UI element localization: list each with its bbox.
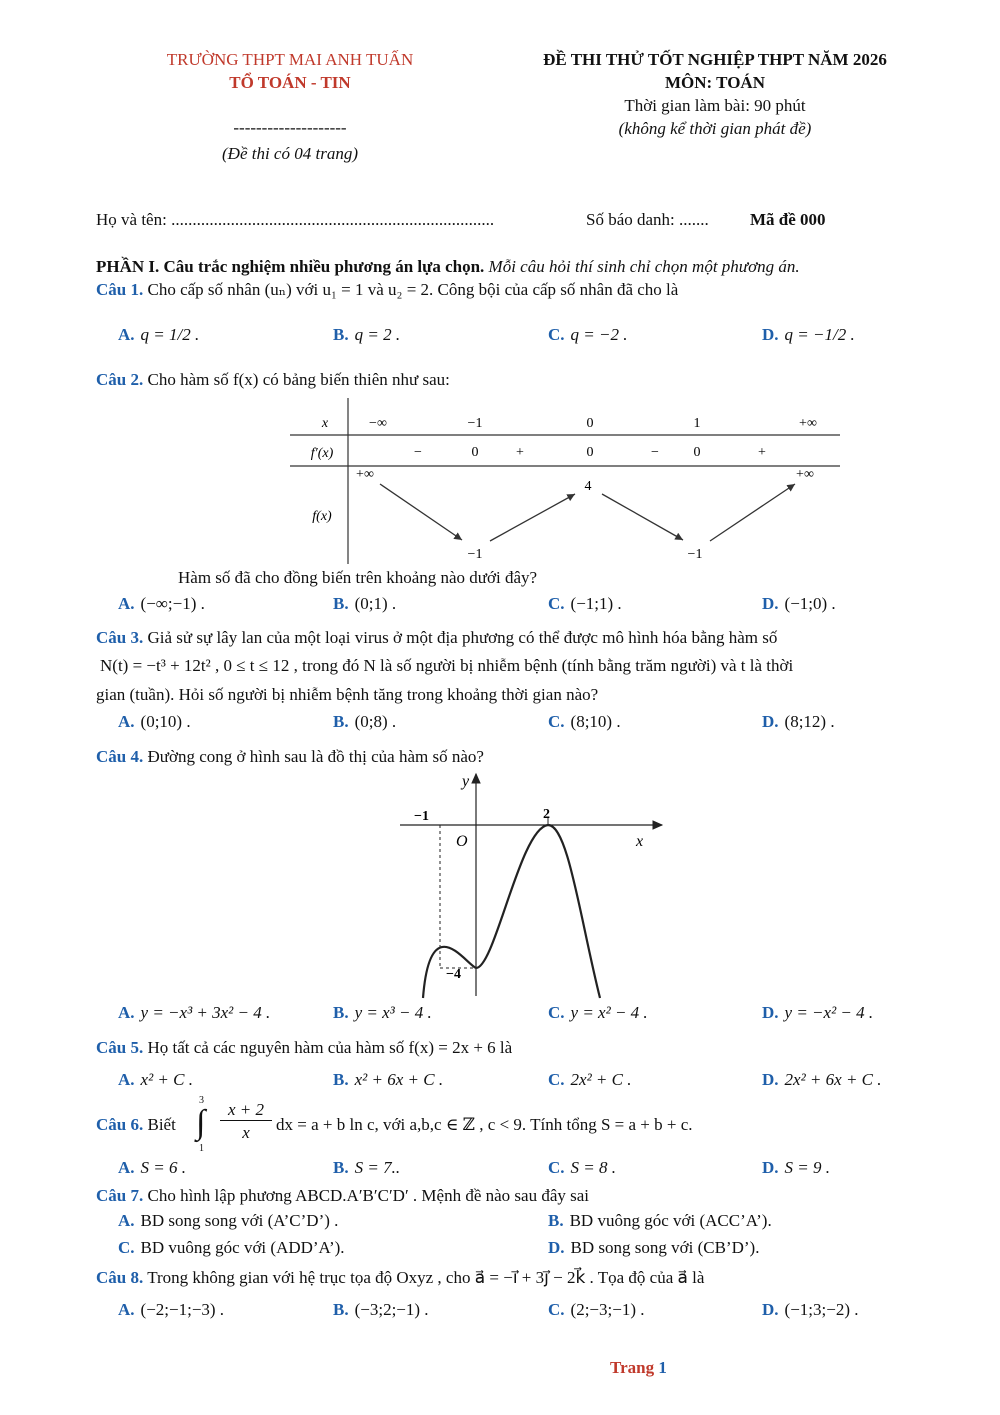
arrow-down xyxy=(380,484,462,540)
sign: 0 xyxy=(693,445,701,460)
integral-upper: 3 xyxy=(199,1095,204,1106)
x-value: +∞ xyxy=(799,416,817,431)
q3-text-line1: Giả sử sự lây lan của một loại virus ở một địa phương có thể được mô hình hóa bằng hàm số xyxy=(147,628,778,647)
q3-text-line2: N(t) = −t³ + 12t² , 0 ≤ t ≤ 12 , trong đó N là số người bị nhiễm bệnh (tính bằng trăm người) và t là thời xyxy=(100,656,794,675)
q8-label: Câu 8. xyxy=(96,1268,144,1287)
x-axis-label: x xyxy=(636,833,644,850)
q5-option-c[interactable]: C. 2x² + C . xyxy=(548,1070,632,1089)
q1-option-c[interactable]: C. q = −2 . xyxy=(548,325,628,344)
q3-text-line3: gian (tuần). Hỏi số người bị nhiễm bệnh tăng trong khoảng thời gian nào? xyxy=(96,685,599,704)
question-8 xyxy=(96,1268,704,1288)
question-1 xyxy=(96,280,678,300)
f-value: 4 xyxy=(584,479,592,494)
sign: − xyxy=(414,445,422,460)
page-footer xyxy=(610,1358,667,1378)
q2-option-a[interactable]: A. (−∞;−1) . xyxy=(118,594,205,613)
q6-option-b[interactable]: B. S = 7.. xyxy=(333,1158,401,1177)
q7-option-c[interactable]: C. BD vuông góc với (ADD’A’). xyxy=(118,1238,345,1257)
arrow-down xyxy=(602,494,683,540)
exam-time: Thời gian làm bài: 90 phút xyxy=(624,96,806,115)
q3-option-a[interactable]: A. (0;10) . xyxy=(118,712,191,731)
sign: 0 xyxy=(471,445,479,460)
q4-graph xyxy=(400,768,670,1000)
y-axis-label: y xyxy=(462,773,470,790)
tick-label: −1 xyxy=(414,809,429,824)
f-value: +∞ xyxy=(356,467,374,482)
subject: MÔN: TOÁN xyxy=(665,73,765,92)
q3-option-c[interactable]: C. (8;10) . xyxy=(548,712,621,731)
question-5 xyxy=(96,1038,512,1058)
q1-option-a[interactable]: A. q = 1/2 . xyxy=(118,325,200,344)
table-fprime-label: f′(x) xyxy=(310,446,334,461)
q5-option-b[interactable]: B. x² + 6x + C . xyxy=(333,1070,444,1089)
q2-option-d[interactable]: D. (−1;0) . xyxy=(762,594,836,613)
school-name: TRƯỜNG THPT MAI ANH TUẤN xyxy=(166,50,414,69)
q4-option-d[interactable]: D. y = −x² − 4 . xyxy=(762,1003,874,1022)
table-x-label: x xyxy=(321,416,329,431)
variation-table xyxy=(290,398,840,566)
q6-option-a[interactable]: A. S = 6 . xyxy=(118,1158,187,1177)
exam-title: ĐỀ THI THỬ TỐT NGHIỆP THPT NĂM 2026 xyxy=(543,50,887,69)
sign: 0 xyxy=(586,445,594,460)
q1-option-d[interactable]: D. q = −1/2 . xyxy=(762,325,855,344)
student-name-field: Họ và tên: ............................................................................ xyxy=(96,210,495,229)
q6-option-c[interactable]: C. S = 8 . xyxy=(548,1158,617,1177)
q7-option-b[interactable]: B. BD vuông góc với (ACC’A’). xyxy=(548,1211,772,1230)
q8-text: Trong không gian với hệ trục tọa độ Oxyz , cho a⃗ = −i⃗ + 3j⃗ − 2k⃗ . Tọa độ của a⃗ là xyxy=(147,1268,705,1287)
q2-label: Câu 2. xyxy=(96,370,144,389)
f-value: −1 xyxy=(687,547,703,562)
sign: − xyxy=(651,445,659,460)
q4-option-c[interactable]: C. y = x² − 4 . xyxy=(548,1003,648,1022)
q2-option-b[interactable]: B. (0;1) . xyxy=(333,594,397,613)
q4-option-a[interactable]: A. y = −x³ + 3x² − 4 . xyxy=(118,1003,271,1022)
q2-text: Cho hàm số f(x) có bảng biến thiên như sau: xyxy=(147,370,450,389)
question-6 xyxy=(96,1115,176,1135)
part-title: PHẦN I. Câu trắc nghiệm nhiều phương án lựa chọn. xyxy=(96,257,485,276)
q5-label: Câu 5. xyxy=(96,1038,144,1057)
f-value: −1 xyxy=(467,547,483,562)
q8-option-c[interactable]: C. (2;−3;−1) . xyxy=(548,1300,645,1319)
department: TỔ TOÁN - TIN xyxy=(229,73,351,92)
x-value: 1 xyxy=(693,416,701,431)
q4-option-b[interactable]: B. y = x³ − 4 . xyxy=(333,1003,432,1022)
q6-pre: Biết xyxy=(147,1115,176,1134)
q1-label: Câu 1. xyxy=(96,280,144,299)
separator-dashes: -------------------- xyxy=(233,118,347,137)
arrow-up xyxy=(710,484,795,541)
integral-sign: ∫ xyxy=(196,1104,206,1141)
x-value: 0 xyxy=(586,416,594,431)
q7-option-d[interactable]: D. BD song song với (CB’D’). xyxy=(548,1238,760,1257)
x-value: −∞ xyxy=(369,416,387,431)
integral-symbol xyxy=(196,1097,216,1157)
fraction-denominator: x xyxy=(242,1123,250,1142)
q4-text: Đường cong ở hình sau là đồ thị của hàm số nào? xyxy=(147,747,484,766)
q7-option-a[interactable]: A. BD song song với (A’C’D’) . xyxy=(118,1211,339,1230)
student-id-field: Số báo danh: ....... xyxy=(586,210,709,229)
q1-text: Cho cấp số nhân (uₙ) với u₁ = 1 và u₂ = 2. Công bội của cấp số nhân đã cho là xyxy=(147,280,679,299)
q8-option-d[interactable]: D. (−1;3;−2) . xyxy=(762,1300,859,1319)
q5-text: Họ tất cả các nguyên hàm của hàm số f(x) = 2x + 6 là xyxy=(147,1038,513,1057)
sign: + xyxy=(516,445,524,460)
exam-code: Mã đề 000 xyxy=(750,210,826,229)
fraction-numerator: x + 2 xyxy=(220,1100,272,1121)
q6-option-d[interactable]: D. S = 9 . xyxy=(762,1158,831,1177)
x-value: −1 xyxy=(467,416,483,431)
q1-option-b[interactable]: B. q = 2 . xyxy=(333,325,401,344)
q6-label: Câu 6. xyxy=(96,1115,144,1134)
q4-label: Câu 4. xyxy=(96,747,144,766)
exam-time-note: (không kể thời gian phát đề) xyxy=(618,119,812,138)
f-value: +∞ xyxy=(796,467,814,482)
q3-option-b[interactable]: B. (0;8) . xyxy=(333,712,397,731)
sign: + xyxy=(758,445,766,460)
q7-text: Cho hình lập phương ABCD.A′B′C′D′ . Mệnh đề nào sau đây sai xyxy=(147,1186,590,1205)
q3-option-d[interactable]: D. (8;12) . xyxy=(762,712,835,731)
table-f-label: f(x) xyxy=(312,509,332,524)
part-note: Mỗi câu hỏi thí sinh chỉ chọn một phương án. xyxy=(488,257,800,276)
question-3 xyxy=(96,628,777,648)
q5-option-a[interactable]: A. x² + C . xyxy=(118,1070,193,1089)
q8-option-a[interactable]: A. (−2;−1;−3) . xyxy=(118,1300,225,1319)
page-number: 1 xyxy=(658,1358,667,1377)
q6-post: dx = a + b ln c, với a,b,c ∈ ℤ , c < 9. Tính tổng S = a + b + c. xyxy=(276,1115,693,1134)
page-count: (Đề thi có 04 trang) xyxy=(222,144,358,163)
question-7 xyxy=(96,1186,589,1206)
q8-option-b[interactable]: B. (−3;2;−1) . xyxy=(333,1300,429,1319)
q7-label: Câu 7. xyxy=(96,1186,144,1205)
q3-label: Câu 3. xyxy=(96,628,144,647)
tick-label: −4 xyxy=(446,967,461,982)
q2-subquestion: Hàm số đã cho đồng biến trên khoảng nào dưới đây? xyxy=(178,568,538,587)
arrow-up xyxy=(490,494,575,541)
origin-label: O xyxy=(456,833,468,850)
q2-option-c[interactable]: C. (−1;1) . xyxy=(548,594,622,613)
part-heading xyxy=(96,257,800,277)
page-word: Trang xyxy=(610,1358,655,1377)
q5-option-d[interactable]: D. 2x² + 6x + C . xyxy=(762,1070,882,1089)
tick-label: 2 xyxy=(543,807,550,822)
question-4 xyxy=(96,747,484,767)
question-2 xyxy=(96,370,450,390)
integral-lower: 1 xyxy=(199,1143,204,1154)
integrand-fraction xyxy=(220,1100,272,1145)
